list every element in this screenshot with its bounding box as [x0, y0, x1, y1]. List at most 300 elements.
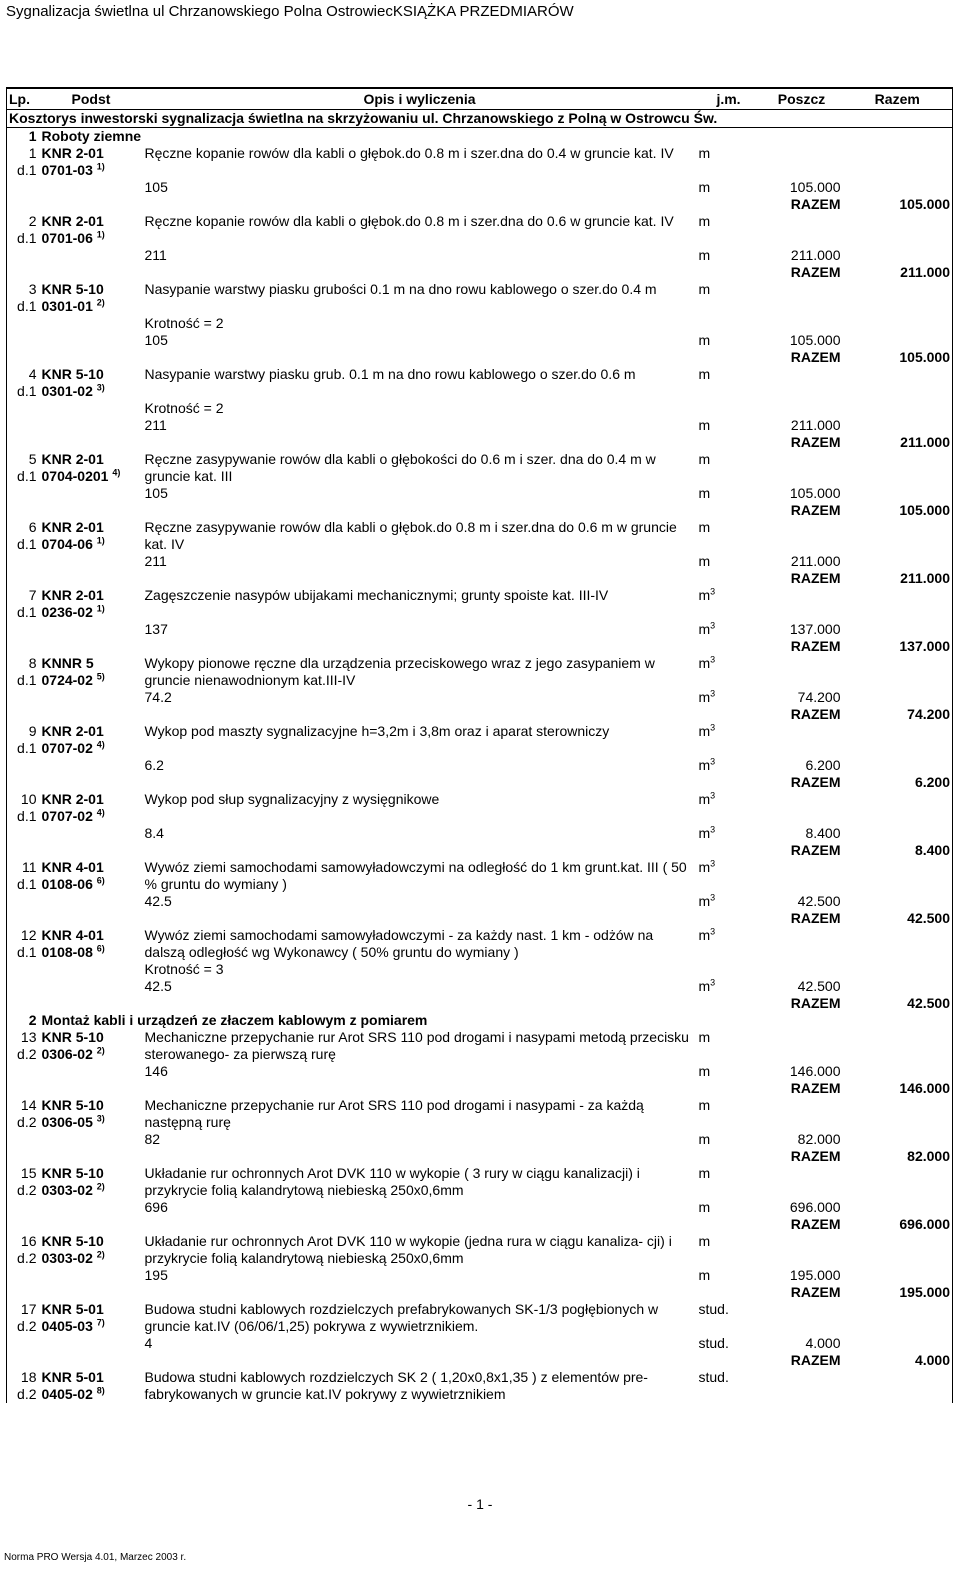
- item-empty: [143, 910, 697, 927]
- item-empty: [843, 689, 953, 706]
- item-calc-row: [7, 689, 953, 706]
- item-empty: [143, 1080, 697, 1097]
- item-empty: [843, 791, 953, 808]
- item-catalog: [40, 468, 143, 485]
- item-code: KNNR 5: [41, 655, 94, 671]
- item-quantity: 4: [144, 1335, 153, 1351]
- item-empty: [843, 740, 953, 757]
- item-empty: [40, 1352, 143, 1369]
- razem-label: RAZEM: [790, 1148, 841, 1164]
- item-empty: [697, 383, 761, 400]
- section-row: [7, 128, 953, 146]
- item-empty: [761, 944, 843, 961]
- item-empty: [40, 1080, 143, 1097]
- item-empty: [697, 400, 761, 417]
- unit: m: [698, 1165, 711, 1181]
- item-lp: 8: [7, 655, 40, 672]
- item-partial: 42.500: [797, 978, 841, 994]
- item-empty: [843, 1233, 953, 1250]
- unit: m: [698, 417, 711, 433]
- col-opis: Opis i wyliczenia: [143, 88, 697, 110]
- item-empty: [697, 162, 761, 179]
- item-empty: [7, 196, 40, 213]
- item-calc-row: [7, 553, 953, 570]
- item-empty: [7, 1267, 40, 1284]
- item-total-row: [7, 706, 953, 723]
- item-division: d.1: [7, 672, 40, 689]
- item-lp: 7: [7, 587, 40, 604]
- unit: m: [698, 1233, 711, 1249]
- unit: m: [698, 553, 711, 569]
- item-empty: [697, 672, 761, 689]
- item-empty: [843, 672, 953, 689]
- item-empty: [843, 621, 953, 638]
- item-empty: [40, 910, 143, 927]
- item-empty: [843, 230, 953, 247]
- catalog-number: 0108-08: [41, 944, 93, 960]
- item-empty: [7, 825, 40, 842]
- item-multiplier: Krotność = 3: [144, 961, 224, 977]
- unit: m: [698, 1199, 711, 1215]
- item-empty: [761, 791, 843, 808]
- software-version: Norma PRO Wersja 4.01, Marzec 2003 r.: [4, 1552, 187, 1563]
- item-total-row: [7, 502, 953, 519]
- item-empty: [697, 1182, 761, 1199]
- item-description: Wykop pod słup sygnalizacyjny z wysięgnikowe: [144, 791, 440, 807]
- item-total: 211.000: [843, 570, 953, 587]
- catalog-number: 0405-02: [41, 1386, 93, 1402]
- item-empty: [843, 1301, 953, 1318]
- razem-label: RAZEM: [790, 706, 841, 722]
- item-multiplier: Krotność = 2: [144, 315, 224, 331]
- item-calc-row: [7, 825, 953, 842]
- item-lp: 4: [7, 366, 40, 383]
- item-empty: [761, 1369, 843, 1386]
- item-row: [7, 808, 953, 825]
- item-code: KNR 2-01: [41, 213, 104, 229]
- item-empty: [697, 1318, 761, 1335]
- footnote-ref: 1): [96, 603, 105, 614]
- unit: m: [698, 332, 711, 348]
- item-lp: 18: [7, 1369, 40, 1386]
- item-total-row: [7, 910, 953, 927]
- razem-label: RAZEM: [790, 349, 841, 365]
- item-description: Wywóz ziemi samochodami samowyładowczymi - za każdy nast. 1 km - odżów na dalszą odległość wg Wykonawcy ( 50% gruntu do wymiany ): [144, 927, 654, 960]
- item-empty: [7, 1216, 40, 1233]
- item-empty: [7, 434, 40, 451]
- item-empty: [7, 400, 40, 417]
- item-empty: [697, 740, 761, 757]
- razem-label: RAZEM: [790, 774, 841, 790]
- item-quantity: 82: [144, 1131, 161, 1147]
- item-lp: 5: [7, 451, 40, 468]
- unit: m: [698, 451, 711, 467]
- item-empty: [7, 570, 40, 587]
- catalog-number: 0701-06: [41, 230, 93, 246]
- razem-label: RAZEM: [790, 910, 841, 926]
- item-total: 42.500: [843, 995, 953, 1012]
- item-description: Ręczne kopanie rowów dla kabli o głębok.do 0.8 m i szer.dna do 0.4 w gruncie kat. IV: [144, 145, 674, 161]
- item-empty: [7, 1284, 40, 1301]
- item-division: d.2: [7, 1250, 40, 1267]
- item-row: [7, 859, 953, 876]
- unit: m: [698, 1267, 711, 1283]
- item-division: d.2: [7, 1386, 40, 1403]
- item-total-row: [7, 349, 953, 366]
- item-empty: [843, 944, 953, 961]
- item-quantity: 211: [144, 553, 167, 569]
- catalog-number: 0306-02: [41, 1046, 93, 1062]
- item-empty: [843, 179, 953, 196]
- item-total: 42.500: [843, 910, 953, 927]
- item-code: KNR 5-01: [41, 1301, 104, 1317]
- item-catalog: [40, 162, 143, 179]
- item-description: Budowa studni kablowych rozdzielczych SK 2 ( 1,20x0,8x1,35 ) z elementów pre- fabrykowanych w gruncie kat.IV pokrywy z wywietrznikiem: [144, 1369, 648, 1402]
- item-empty: [761, 655, 843, 672]
- item-empty: [761, 808, 843, 825]
- item-total: 74.200: [843, 706, 953, 723]
- footnote-ref: 4): [96, 739, 105, 750]
- item-row: [7, 1369, 953, 1386]
- section-name: Montaż kabli i urządzeń ze złaczem kablowym z pomiarem: [40, 1012, 953, 1029]
- item-empty: [843, 1097, 953, 1114]
- item-empty: [40, 1216, 143, 1233]
- razem-label: RAZEM: [790, 1284, 841, 1300]
- unit: m: [698, 213, 711, 229]
- item-description: Zagęszczenie nasypów ubijakami mechanicznymi; grunty spoiste kat. III-IV: [144, 587, 609, 603]
- item-quantity: 211: [144, 417, 167, 433]
- item-empty: [7, 1148, 40, 1165]
- item-quantity: 211: [144, 247, 167, 263]
- item-row: [7, 723, 953, 740]
- unit: m: [698, 1097, 711, 1113]
- item-empty: [40, 247, 143, 264]
- catalog-number: 0707-02: [41, 740, 93, 756]
- item-empty: [761, 876, 843, 893]
- razem-label: RAZEM: [790, 1352, 841, 1368]
- footnote-ref: 1): [96, 161, 105, 172]
- item-empty: [761, 1233, 843, 1250]
- item-empty: [40, 179, 143, 196]
- item-partial: 137.000: [789, 621, 841, 637]
- item-empty: [143, 264, 697, 281]
- unit: m: [698, 485, 711, 501]
- footnote-ref: 4): [96, 807, 105, 818]
- item-catalog: [40, 536, 143, 553]
- item-partial: 195.000: [789, 1267, 841, 1283]
- item-empty: [40, 196, 143, 213]
- item-empty: [843, 808, 953, 825]
- item-empty: [697, 1114, 761, 1131]
- item-empty: [761, 1386, 843, 1403]
- item-empty: [761, 1318, 843, 1335]
- unit: $m^3$: [698, 926, 716, 943]
- item-lp: 9: [7, 723, 40, 740]
- unit: $m^3$: [698, 892, 716, 909]
- item-row: [7, 145, 953, 162]
- catalog-number: 0303-02: [41, 1250, 93, 1266]
- item-total-row: [7, 434, 953, 451]
- item-partial: 82.000: [797, 1131, 841, 1147]
- razem-label: RAZEM: [790, 995, 841, 1011]
- item-total-row: [7, 638, 953, 655]
- item-empty: [40, 315, 143, 332]
- item-empty: [143, 808, 697, 825]
- item-empty: [40, 1284, 143, 1301]
- item-empty: [7, 689, 40, 706]
- item-total: 146.000: [843, 1080, 953, 1097]
- item-description: Wykop pod maszty sygnalizacyjne h=3,2m i 3,8m oraz i aparat sterowniczy: [144, 723, 610, 739]
- item-description: Układanie rur ochronnych Arot DVK 110 w wykopie ( 3 rury w ciągu kanalizacji) i przykrycie folią kalandrytową niebieską 250x0,6mm: [144, 1165, 640, 1198]
- item-row: [7, 366, 953, 383]
- item-code: KNR 2-01: [41, 519, 104, 535]
- item-empty: [40, 706, 143, 723]
- catalog-number: 0303-02: [41, 1182, 93, 1198]
- item-quantity: 105: [144, 179, 168, 195]
- item-empty: [697, 298, 761, 315]
- item-empty: [761, 1250, 843, 1267]
- item-description: Ręczne zasypywanie rowów dla kabli o głębokości do 0.6 m i szer. dna do 0.4 m w gruncie kat. III: [144, 451, 656, 484]
- item-extra-row: [7, 315, 953, 332]
- item-empty: [843, 315, 953, 332]
- item-total-row: [7, 570, 953, 587]
- item-division: d.1: [7, 383, 40, 400]
- item-empty: [843, 757, 953, 774]
- item-total: 195.000: [843, 1284, 953, 1301]
- catalog-number: 0301-01: [41, 298, 93, 314]
- section-row: [7, 1012, 953, 1029]
- unit: m: [698, 1063, 711, 1079]
- item-empty: [7, 961, 40, 978]
- footnote-ref: 2): [96, 1045, 105, 1056]
- item-row: [7, 1029, 953, 1046]
- item-empty: [143, 383, 697, 400]
- item-row: [7, 298, 953, 315]
- item-lp: 15: [7, 1165, 40, 1182]
- item-empty: [843, 1250, 953, 1267]
- item-empty: [143, 604, 697, 621]
- item-empty: [761, 281, 843, 298]
- razem-label: RAZEM: [790, 196, 841, 212]
- item-empty: [143, 196, 697, 213]
- item-catalog: [40, 808, 143, 825]
- item-empty: [697, 315, 761, 332]
- item-empty: [7, 842, 40, 859]
- item-empty: [843, 451, 953, 468]
- item-empty: [7, 706, 40, 723]
- item-empty: [143, 1216, 697, 1233]
- item-calc-row: [7, 978, 953, 995]
- item-empty: [761, 519, 843, 536]
- item-empty: [7, 1335, 40, 1352]
- item-total-row: [7, 1080, 953, 1097]
- item-empty: [843, 1267, 953, 1284]
- item-empty: [7, 315, 40, 332]
- item-lp: 10: [7, 791, 40, 808]
- unit: m: [698, 179, 711, 195]
- item-empty: [7, 179, 40, 196]
- item-empty: [843, 366, 953, 383]
- unit: $m^3$: [698, 586, 716, 603]
- item-division: d.1: [7, 468, 40, 485]
- item-empty: [761, 587, 843, 604]
- item-code: KNR 5-10: [41, 1233, 104, 1249]
- unit: stud.: [698, 1369, 729, 1385]
- item-empty: [7, 264, 40, 281]
- item-empty: [7, 1063, 40, 1080]
- item-catalog: [40, 944, 143, 961]
- item-catalog: [40, 230, 143, 247]
- item-empty: [761, 740, 843, 757]
- item-calc-row: [7, 1131, 953, 1148]
- item-division: d.1: [7, 230, 40, 247]
- project-title: Kosztorys inwestorski sygnalizacja świetlna na skrzyżowaniu ul. Chrzanowskiego z Polną w Ostrowcu Św.: [7, 110, 953, 128]
- item-empty: [7, 1199, 40, 1216]
- item-total: 6.200: [843, 774, 953, 791]
- razem-label: RAZEM: [790, 1216, 841, 1232]
- item-row: [7, 213, 953, 230]
- item-total-row: [7, 1284, 953, 1301]
- item-empty: [843, 1182, 953, 1199]
- table-body: [7, 110, 953, 1404]
- item-calc-row: [7, 179, 953, 196]
- item-empty: [843, 400, 953, 417]
- item-row: [7, 451, 953, 468]
- item-row: [7, 587, 953, 604]
- item-empty: [761, 162, 843, 179]
- item-extra-row: [7, 961, 953, 978]
- item-empty: [7, 910, 40, 927]
- item-code: KNR 2-01: [41, 587, 104, 603]
- item-empty: [40, 961, 143, 978]
- item-empty: [143, 1284, 697, 1301]
- item-total-row: [7, 196, 953, 213]
- item-empty: [40, 400, 143, 417]
- item-empty: [843, 1029, 953, 1046]
- item-empty: [7, 247, 40, 264]
- item-empty: [761, 1301, 843, 1318]
- item-empty: [761, 672, 843, 689]
- unit: m: [698, 519, 711, 535]
- item-quantity: 74.2: [144, 689, 172, 705]
- unit: $m^3$: [698, 858, 716, 875]
- footnote-ref: 3): [96, 1113, 105, 1124]
- item-empty: [7, 621, 40, 638]
- unit: m: [698, 247, 711, 263]
- item-quantity: 8.4: [144, 825, 164, 841]
- item-division: d.2: [7, 1046, 40, 1063]
- item-empty: [143, 349, 697, 366]
- item-quantity: 696: [144, 1199, 168, 1215]
- item-empty: [843, 247, 953, 264]
- unit: $m^3$: [698, 756, 716, 773]
- item-empty: [143, 1352, 697, 1369]
- item-description: Mechaniczne przepychanie rur Arot SRS 110 pod drogami i nasypami - za każdą następną rurę: [144, 1097, 644, 1130]
- item-empty: [40, 689, 143, 706]
- item-empty: [843, 298, 953, 315]
- item-empty: [843, 145, 953, 162]
- item-division: d.2: [7, 1114, 40, 1131]
- unit: $m^3$: [698, 688, 716, 705]
- item-row: [7, 519, 953, 536]
- item-quantity: 6.2: [144, 757, 164, 773]
- item-empty: [761, 400, 843, 417]
- unit: stud.: [698, 1335, 729, 1351]
- item-empty: [7, 995, 40, 1012]
- item-row: [7, 1233, 953, 1250]
- footnote-ref: 3): [96, 382, 105, 393]
- item-empty: [843, 383, 953, 400]
- item-row: [7, 604, 953, 621]
- item-empty: [7, 553, 40, 570]
- item-quantity: 105: [144, 485, 168, 501]
- item-description: Nasypanie warstwy piasku grubości 0.1 m na dno rowu kablowego o szer.do 0.4 m: [144, 281, 657, 297]
- item-empty: [843, 1046, 953, 1063]
- item-empty: [761, 451, 843, 468]
- item-empty: [697, 536, 761, 553]
- item-lp: 2: [7, 213, 40, 230]
- catalog-number: 0724-02: [41, 672, 93, 688]
- item-empty: [40, 978, 143, 995]
- item-calc-row: [7, 247, 953, 264]
- col-jm: j.m.: [697, 88, 761, 110]
- item-empty: [697, 468, 761, 485]
- item-empty: [761, 1097, 843, 1114]
- col-razem: Razem: [843, 88, 953, 110]
- item-empty: [40, 1267, 143, 1284]
- item-partial: 74.200: [797, 689, 841, 705]
- item-row: [7, 740, 953, 757]
- razem-label: RAZEM: [790, 570, 841, 586]
- item-empty: [843, 1386, 953, 1403]
- item-empty: [7, 978, 40, 995]
- item-row: [7, 1165, 953, 1182]
- item-catalog: [40, 1386, 143, 1403]
- item-quantity: 146: [144, 1063, 168, 1079]
- item-partial: 211.000: [790, 417, 841, 433]
- item-quantity: 195: [144, 1267, 168, 1283]
- item-empty: [843, 519, 953, 536]
- razem-label: RAZEM: [790, 638, 841, 654]
- item-empty: [697, 1250, 761, 1267]
- item-empty: [697, 230, 761, 247]
- item-empty: [843, 162, 953, 179]
- unit: $m^3$: [698, 824, 716, 841]
- unit: $m^3$: [698, 620, 716, 637]
- item-empty: [843, 536, 953, 553]
- item-empty: [40, 1199, 143, 1216]
- item-empty: [761, 468, 843, 485]
- item-row: [7, 383, 953, 400]
- item-empty: [843, 553, 953, 570]
- item-empty: [697, 604, 761, 621]
- item-calc-row: [7, 417, 953, 434]
- item-code: KNR 5-10: [41, 1029, 104, 1045]
- item-empty: [7, 332, 40, 349]
- footnote-ref: 2): [96, 1249, 105, 1260]
- item-empty: [843, 468, 953, 485]
- item-empty: [40, 621, 143, 638]
- item-code: KNR 5-10: [41, 1097, 104, 1113]
- item-empty: [143, 842, 697, 859]
- item-empty: [40, 502, 143, 519]
- item-catalog: [40, 604, 143, 621]
- item-empty: [697, 961, 761, 978]
- item-catalog: [40, 1182, 143, 1199]
- item-empty: [40, 570, 143, 587]
- cost-estimate-table: [6, 87, 953, 1403]
- item-lp: 16: [7, 1233, 40, 1250]
